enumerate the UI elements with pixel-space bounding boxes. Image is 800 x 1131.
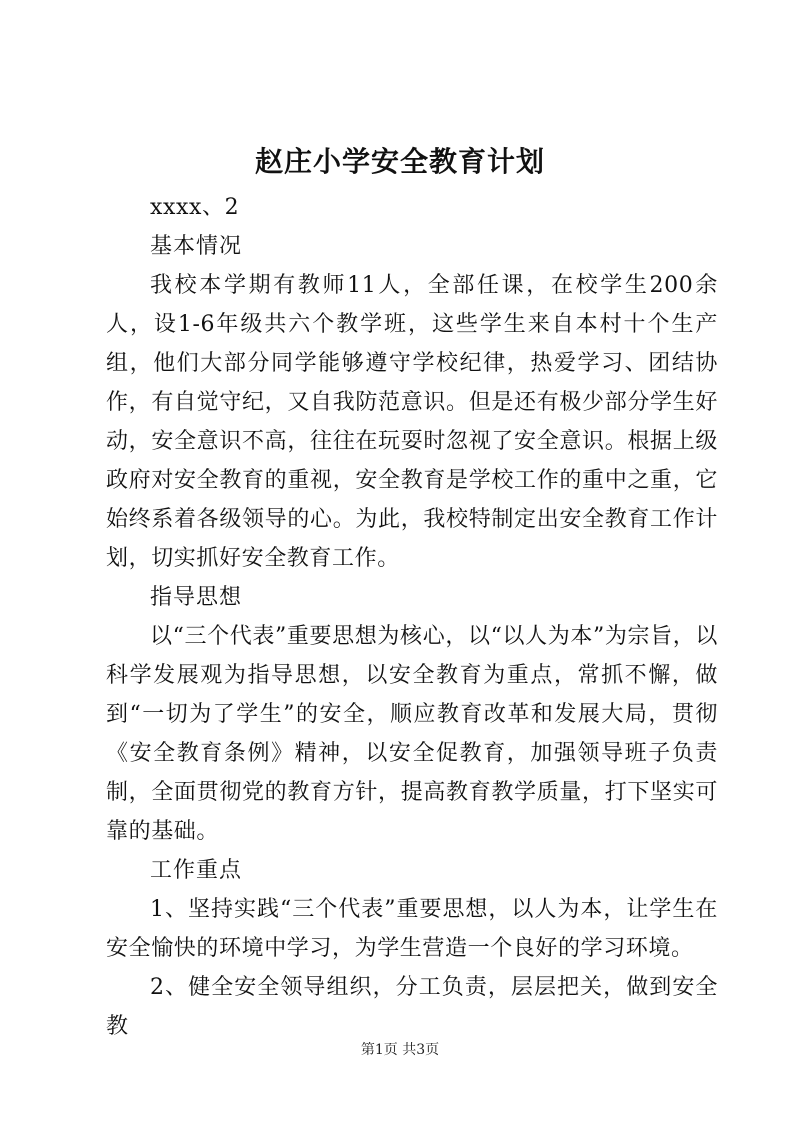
paragraph-basic-situation: 我校本学期有教师11人，全部任课，在校学生200余人，设1-6年级共六个教学班，这些学生来自本村十个生产组，他们大部分同学能够遵守学校纪律，热爱学习、团结协作，有自觉守纪，又自我防范意识。但是还有极少部分学生好动，安全意识不高，往往在玩耍时忽视了安全意识。根据上级政府对安全教育的重视，安全教育是学校工作的重中之重，它始终系着各级领导的心。为此，我校特制定出安全教育工作计划，切实抓好安全教育工作。 xyxy=(106,273,718,571)
document-body xyxy=(106,188,718,1046)
page-footer xyxy=(0,1040,800,1060)
document-date: xxxx、2 xyxy=(150,195,240,220)
page-number-label: 第1页 共3页 xyxy=(360,1042,440,1058)
paragraph-work-focus-2: 2、健全安全领导组织，分工负责，层层把关，做到安全教 xyxy=(106,975,718,1039)
section-heading-work-focus: 工作重点 xyxy=(150,858,243,883)
section-heading-basic-situation: 基本情况 xyxy=(150,234,243,259)
paragraph-work-focus-1: 1、坚持实践“三个代表”重要思想，以人为本，让学生在安全愉快的环境中学习，为学生营造一个良好的学习环境。 xyxy=(106,897,718,961)
section-heading-guiding-ideology: 指导思想 xyxy=(150,585,243,610)
paragraph-guiding-ideology: 以“三个代表”重要思想为核心，以“以人为本”为宗旨，以科学发展观为指导思想，以安全教育为重点，常抓不懈，做到“一切为了学生”的安全，顺应教育改革和发展大局，贯彻《安全教育条例》精神，以安全促教育，加强领导班子负责制，全面贯彻党的教育方针，提高教育教学质量，打下坚实可靠的基础。 xyxy=(106,624,718,844)
document-title: 赵庄小学安全教育计划 xyxy=(254,145,545,178)
